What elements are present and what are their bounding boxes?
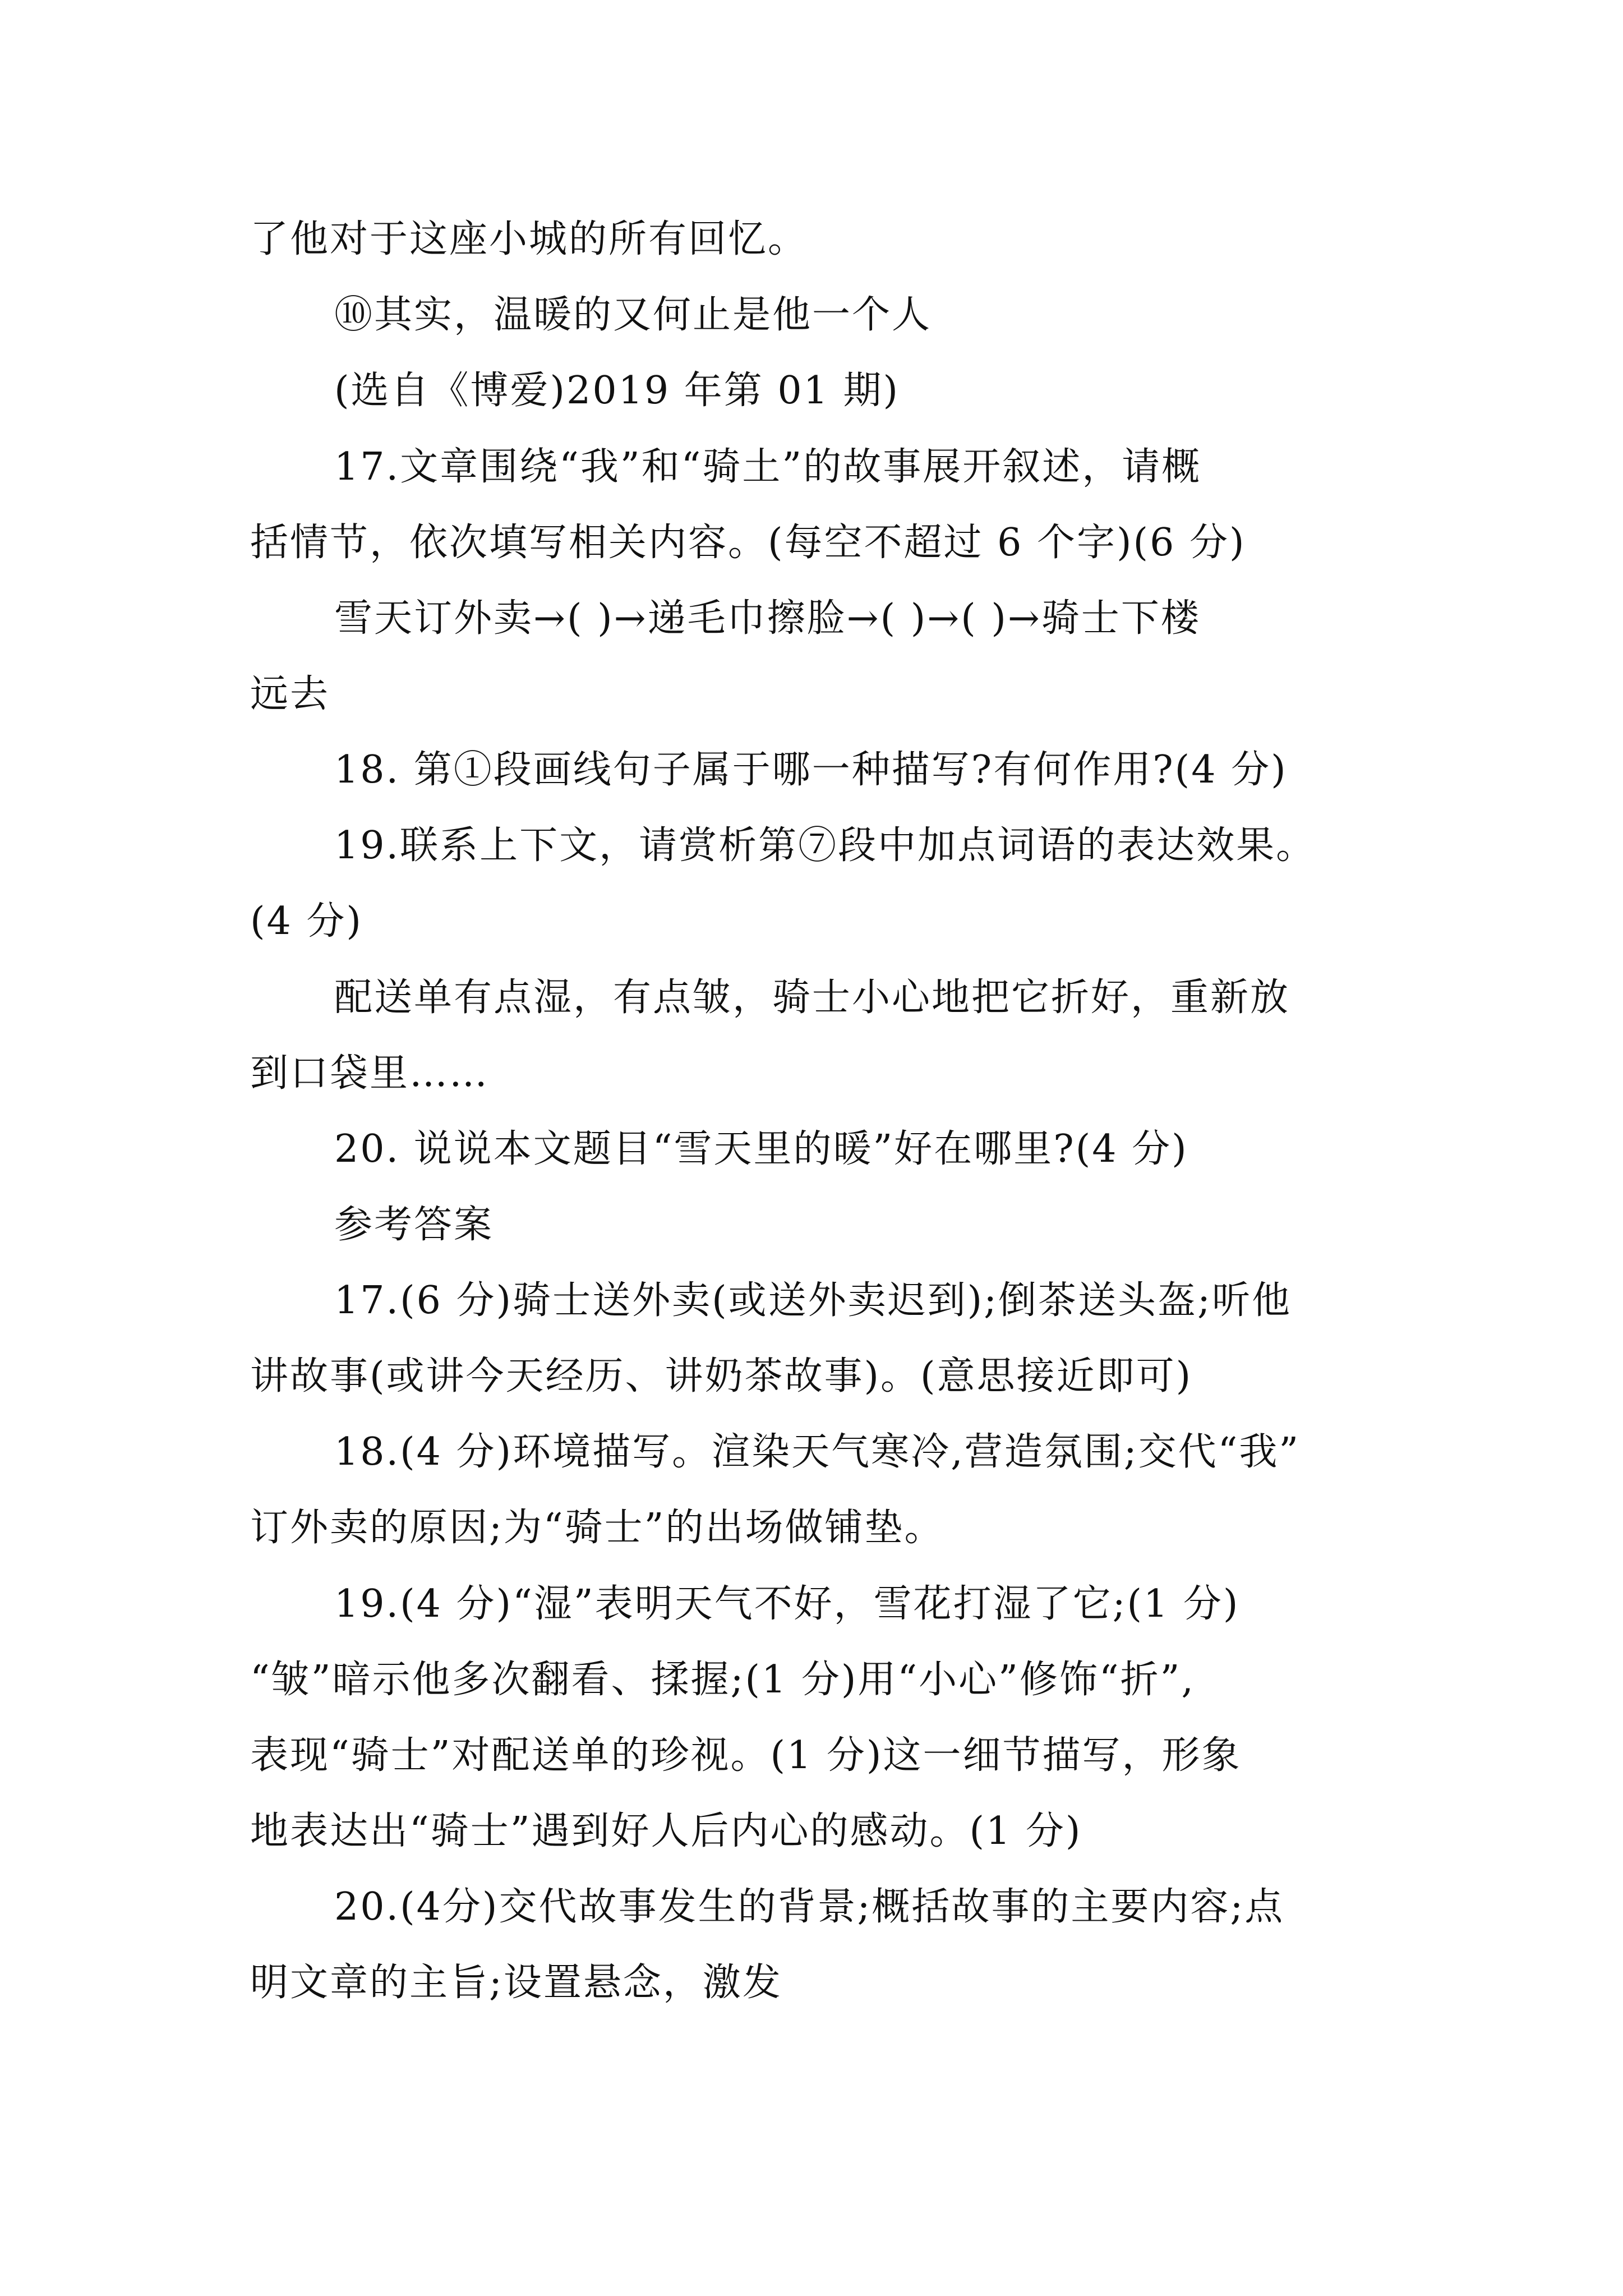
text-line: 地表达出“骑士”遇到好人后内心的感动。(1 分)	[250, 1809, 1082, 1853]
answer-18: 18.(4 分)环境描写。渲染天气寒冷,营造氛围;交代“我”	[334, 1430, 1301, 1474]
quoted-passage: 配送单有点湿，有点皱，骑士小心地把它折好，重新放	[334, 976, 1290, 1020]
source-citation: (选自《博爱)2019 年第 01 期)	[334, 369, 900, 413]
answer-20: 20.(4分)交代故事发生的背景;概括故事的主要内容;点	[334, 1885, 1285, 1929]
text-line: 了他对于这座小城的所有回忆。	[250, 217, 808, 261]
text-line: 明文章的主旨;设置悬念，激发	[250, 1961, 782, 2005]
text-line: 括情节，依次填写相关内容。(每空不超过 6 个字)(6 分)	[250, 521, 1246, 565]
answer-17: 17.(6 分)骑士送外卖(或送外卖迟到);倒茶送头盔;听他	[334, 1278, 1292, 1323]
text-line: 表现“骑士”对配送单的珍视。(1 分)这一细节描写，形象	[250, 1733, 1242, 1778]
answer-19: 19.(4 分)“湿”表明天气不好，雪花打湿了它;(1 分)	[334, 1582, 1240, 1626]
text-line: 远去	[250, 672, 330, 716]
text-line: 讲故事(或讲今天经历、讲奶茶故事)。(意思接近即可)	[250, 1354, 1193, 1398]
question-20: 20. 说说本文题目“雪天里的暖”好在哪里?(4 分)	[334, 1127, 1188, 1171]
question-18: 18. 第①段画线句子属于哪一种描写?有何作用?(4 分)	[334, 748, 1288, 792]
question-17: 17.文章围绕“我”和“骑土”的故事展开叙述，请概	[334, 445, 1202, 489]
text-line: 到口袋里……	[250, 1051, 490, 1096]
text-line: ⑩其实，温暖的又何止是他一个人	[334, 293, 932, 337]
text-line: “皱”暗示他多次翻看、揉握;(1 分)用“小心”修饰“折”,	[250, 1658, 1196, 1702]
plot-sequence: 雪天订外卖→( )→递毛巾擦脸→( )→( )→骑士下楼	[334, 596, 1201, 641]
answers-heading: 参考答案	[334, 1203, 494, 1247]
question-19: 19.联系上下文，请赏析第⑦段中加点词语的表达效果。	[334, 823, 1316, 868]
text-line: (4 分)	[250, 899, 363, 944]
text-line: 订外卖的原因;为“骑士”的出场做铺垫。	[250, 1506, 944, 1550]
